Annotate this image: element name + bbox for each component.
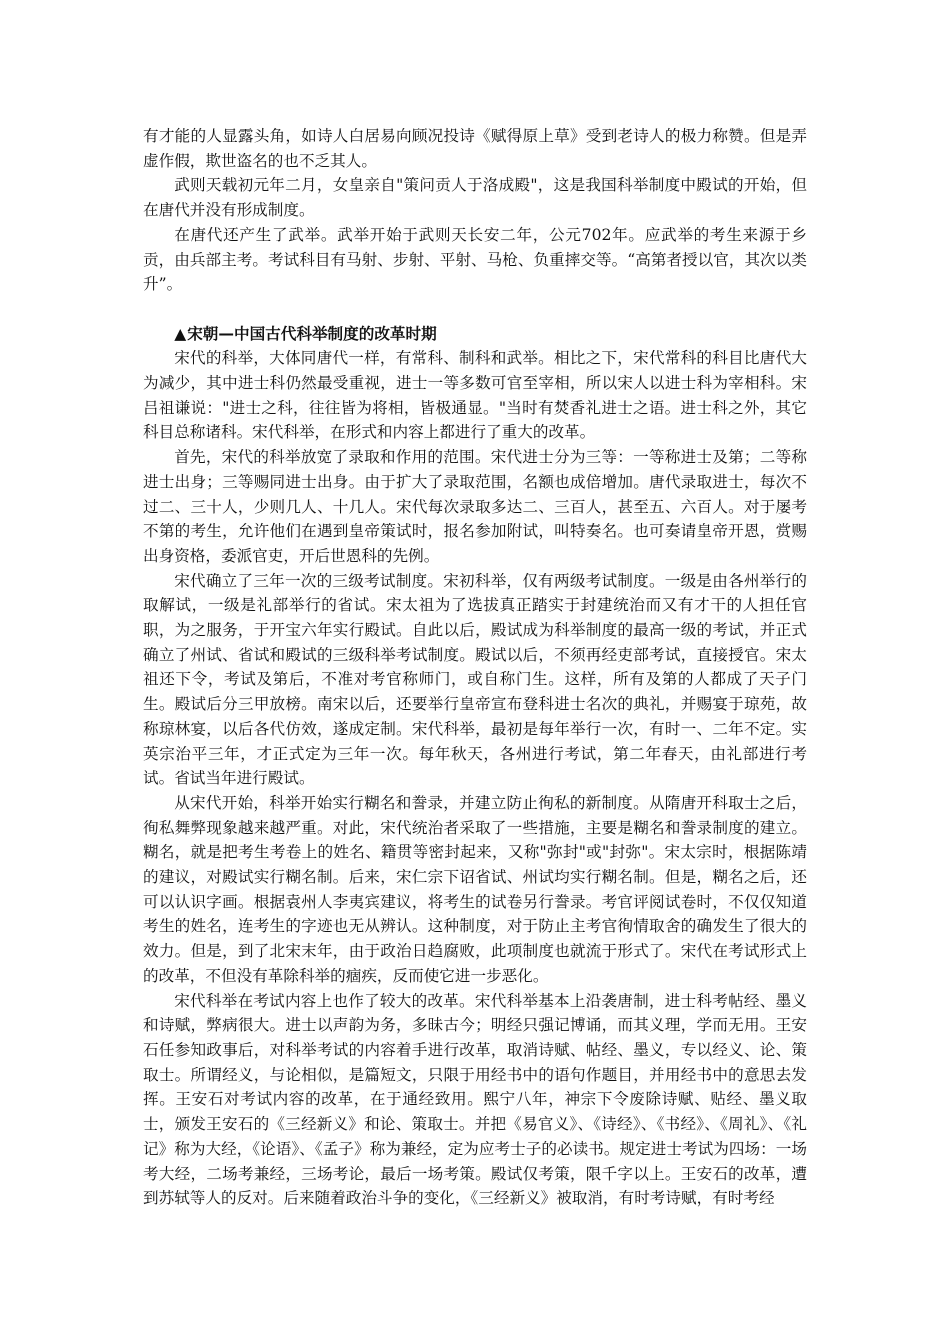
paragraph-song-content-reform: 宋代科举在考试内容上也作了较大的改革。宋代科举基本上沿袭唐制，进士科考帖经、墨义和诗赋，弊病很大。进士以声韵为务，多昧古今；明经只强记博诵，而其义理，学而无用。王安石任参知政事后，对科举考试的内容着手进行改革，取消诗赋、帖经、墨义，专以经义、论、策取士。所谓经义，与论相似，是篇短文，只限于用经书中的语句作题目，并用经书中的意思去发挥。王安石对考试内容的改革，在于通经致用。熙宁八年，神宗下令废除诗赋、贴经、墨义取士，颁发王安石的《三经新义》和论、策取士。并把《易官义》、《诗经》、《书经》、《周礼》、《礼记》称为大经，《论语》、《孟子》称为兼经，定为应考士子的必读书。规定进士考试为四场：一场考大经，二场考兼经，三场考论，最后一场考策。殿试仅考策，限千字以上。王安石的改革，遭到苏轼等人的反对。后来随着政治斗争的变化，《三经新义》被取消，有时考诗赋，有时考经 [143, 991, 807, 1208]
paragraph-song-anonymity: 从宋代开始，科举开始实行糊名和誊录，并建立防止徇私的新制度。从隋唐开科取士之后，徇私舞弊现象越来越严重。对此，宋代统治者采取了一些措施，主要是糊名和誊录制度的建立。糊名，就是把考生考卷上的姓名、籍贯等密封起来，又称"弥封"或"封弥"。宋太宗时，根据陈靖的建议，对殿试实行糊名制。后来，宋仁宗下诏省试、州试均实行糊名制。但是，糊名之后，还可以认识字画。根据袁州人李夷宾建议，将考生的试卷另行誊录。考官评阅试卷时，不仅仅知道考生的姓名，连考生的字迹也无从辨认。这种制度，对于防止主考官徇情取舍的确发生了很大的效力。但是，到了北宋末年，由于政治日趋腐败，此项制度也就流于形式了。宋代在考试形式上的改革，不但没有革除科举的痼疾，反而使它进一步恶化。 [143, 793, 807, 985]
paragraph-palace-exam-origin: 武则天载初元年二月，女皇亲自"策问贡人于洛成殿"，这是我国科举制度中殿试的开始，但在唐代并没有形成制度。 [143, 176, 807, 220]
section-heading-text: 宋朝—中国古代科举制度的改革时期 [187, 324, 437, 343]
paragraph-military-exam: 在唐代还产生了武举。武举开始于武则天长安二年，公元702年。应武举的考生来源于乡贡，由兵部主考。考试科目有马射、步射、平射、马枪、负重摔交等。“高第者授以官，其次以类升”。 [143, 225, 807, 294]
paragraph-song-overview: 宋代的科举，大体同唐代一样，有常科、制科和武举。相比之下，宋代常科的科目比唐代大为减少，其中进士科仍然最受重视，进士一等多数可官至宰相，所以宋人以进士科为宰相科。宋吕祖谦说："进士之科，往往皆为将相，皆极通显。"当时有焚香礼进士之语。进士科之外，其它科目总称诸科。宋代科举，在形式和内容上都进行了重大的改革。 [143, 349, 807, 442]
paragraph-song-three-level: 宋代确立了三年一次的三级考试制度。宋初科举，仅有两级考试制度。一级是由各州举行的取解试，一级是礼部举行的省试。宋太祖为了选拔真正踏实于封建统治而又有才干的人担任官职，为之服务，于开宝六年实行殿试。自此以后，殿试成为科举制度的最高一级的考试，并正式确立了州试、省试和殿试的三级科举考试制度。殿试以后，不须再经吏部考试，直接授官。宋太祖还下令，考试及第后，不准对考官称师门，或自称门生。这样，所有及第的人都成了天子门生。殿试后分三甲放榜。南宋以后，还要举行皇帝宣布登科进士名次的典礼，并赐宴于琼苑，故称琼林宴，以后各代仿效，遂成定制。宋代科举，最初是每年举行一次，有时一、二年不定。实英宗治平三年，才正式定为三年一次。每年秋天，各州进行考试，第二年春天，由礼部进行考试。省试当年进行殿试。 [143, 571, 807, 788]
section-heading [143, 322, 807, 347]
document-page [143, 124, 807, 1211]
section-spacer [143, 297, 807, 322]
triangle-marker-icon: ▲ [174, 324, 187, 343]
paragraph-tang-poets: 有才能的人显露头角，如诗人白居易向顾况投诗《赋得原上草》受到老诗人的极力称赞。但是弄虚作假，欺世盗名的也不乏其人。 [143, 127, 807, 170]
paragraph-song-admission: 首先，宋代的科举放宽了录取和作用的范围。宋代进士分为三等：一等称进士及第；二等称进士出身；三等赐同进士出身。由于扩大了录取范围，名额也成倍增加。唐代录取进士，每次不过二、三十人，少则几人、十几人。宋代每次录取多达二、三百人，甚至五、六百人。对于屡考不第的考生，允许他们在遇到皇帝策试时，报名参加附试，叫特奏名。也可奏请皇帝开恩，赏赐出身资格，委派官吏，开后世恩科的先例。 [143, 448, 807, 565]
